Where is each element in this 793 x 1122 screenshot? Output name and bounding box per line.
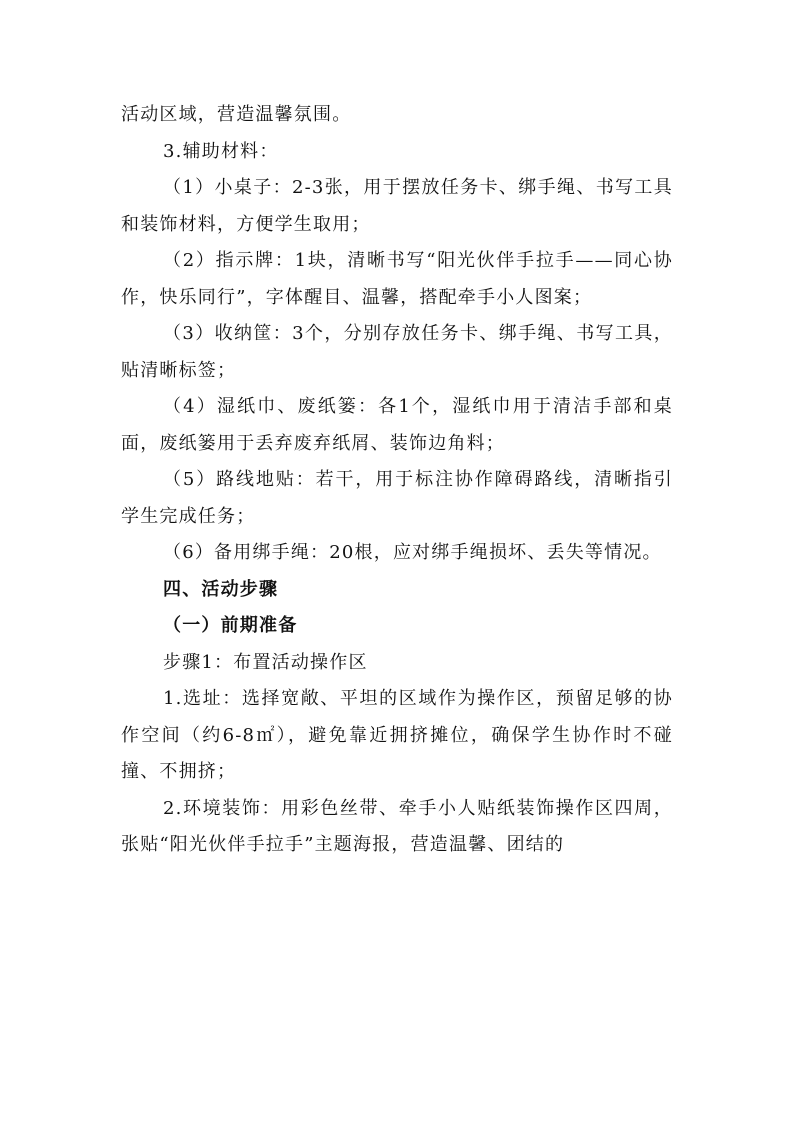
paragraph-3: （1）小桌子：2-3张，用于摆放任务卡、绑手绳、书写工具和装饰材料，方便学生取用； <box>121 177 673 235</box>
paragraph-5: （3）收纳筐：3个，分别存放任务卡、绑手绳、书写工具，贴清晰标签； <box>121 323 673 381</box>
paragraph-6: （4）湿纸巾、废纸篓：各1个，湿纸巾用于清洁手部和桌面，废纸篓用于丢弃废弃纸屑、装饰边角料； <box>121 396 673 454</box>
paragraph-8: （6）备用绑手绳：20根，应对绑手绳损坏、丢失等情况。 <box>163 542 662 563</box>
paragraph-12: 1.选址：选择宽敞、平坦的区域作为操作区，预留足够的协作空间（约6-8㎡），避免靠近拥挤摊位，确保学生协作时不碰撞、不拥挤； <box>121 688 673 782</box>
document-body <box>121 97 673 864</box>
paragraph-13: 2.环境装饰：用彩色丝带、牵手小人贴纸装饰操作区四周，张贴“阳光伙伴手拉手”主题海报，营造温馨、团结的 <box>121 797 673 855</box>
paragraph-2: 3.辅助材料： <box>163 140 279 162</box>
step-title: 步骤1：布置活动操作区 <box>163 651 368 673</box>
subsection-heading: （一）前期准备 <box>163 615 298 636</box>
paragraph-4: （2）指示牌：1块，清晰书写“阳光伙伴手拉手——同心协作，快乐同行”，字体醒目、温馨，搭配牵手小人图案； <box>121 250 673 308</box>
paragraph-1: 活动区域，营造温馨氛围。 <box>121 104 352 125</box>
paragraph-7: （5）路线地贴：若干，用于标注协作障碍路线，清晰指引学生完成任务； <box>121 469 673 527</box>
section-heading: 四、活动步骤 <box>163 578 279 600</box>
